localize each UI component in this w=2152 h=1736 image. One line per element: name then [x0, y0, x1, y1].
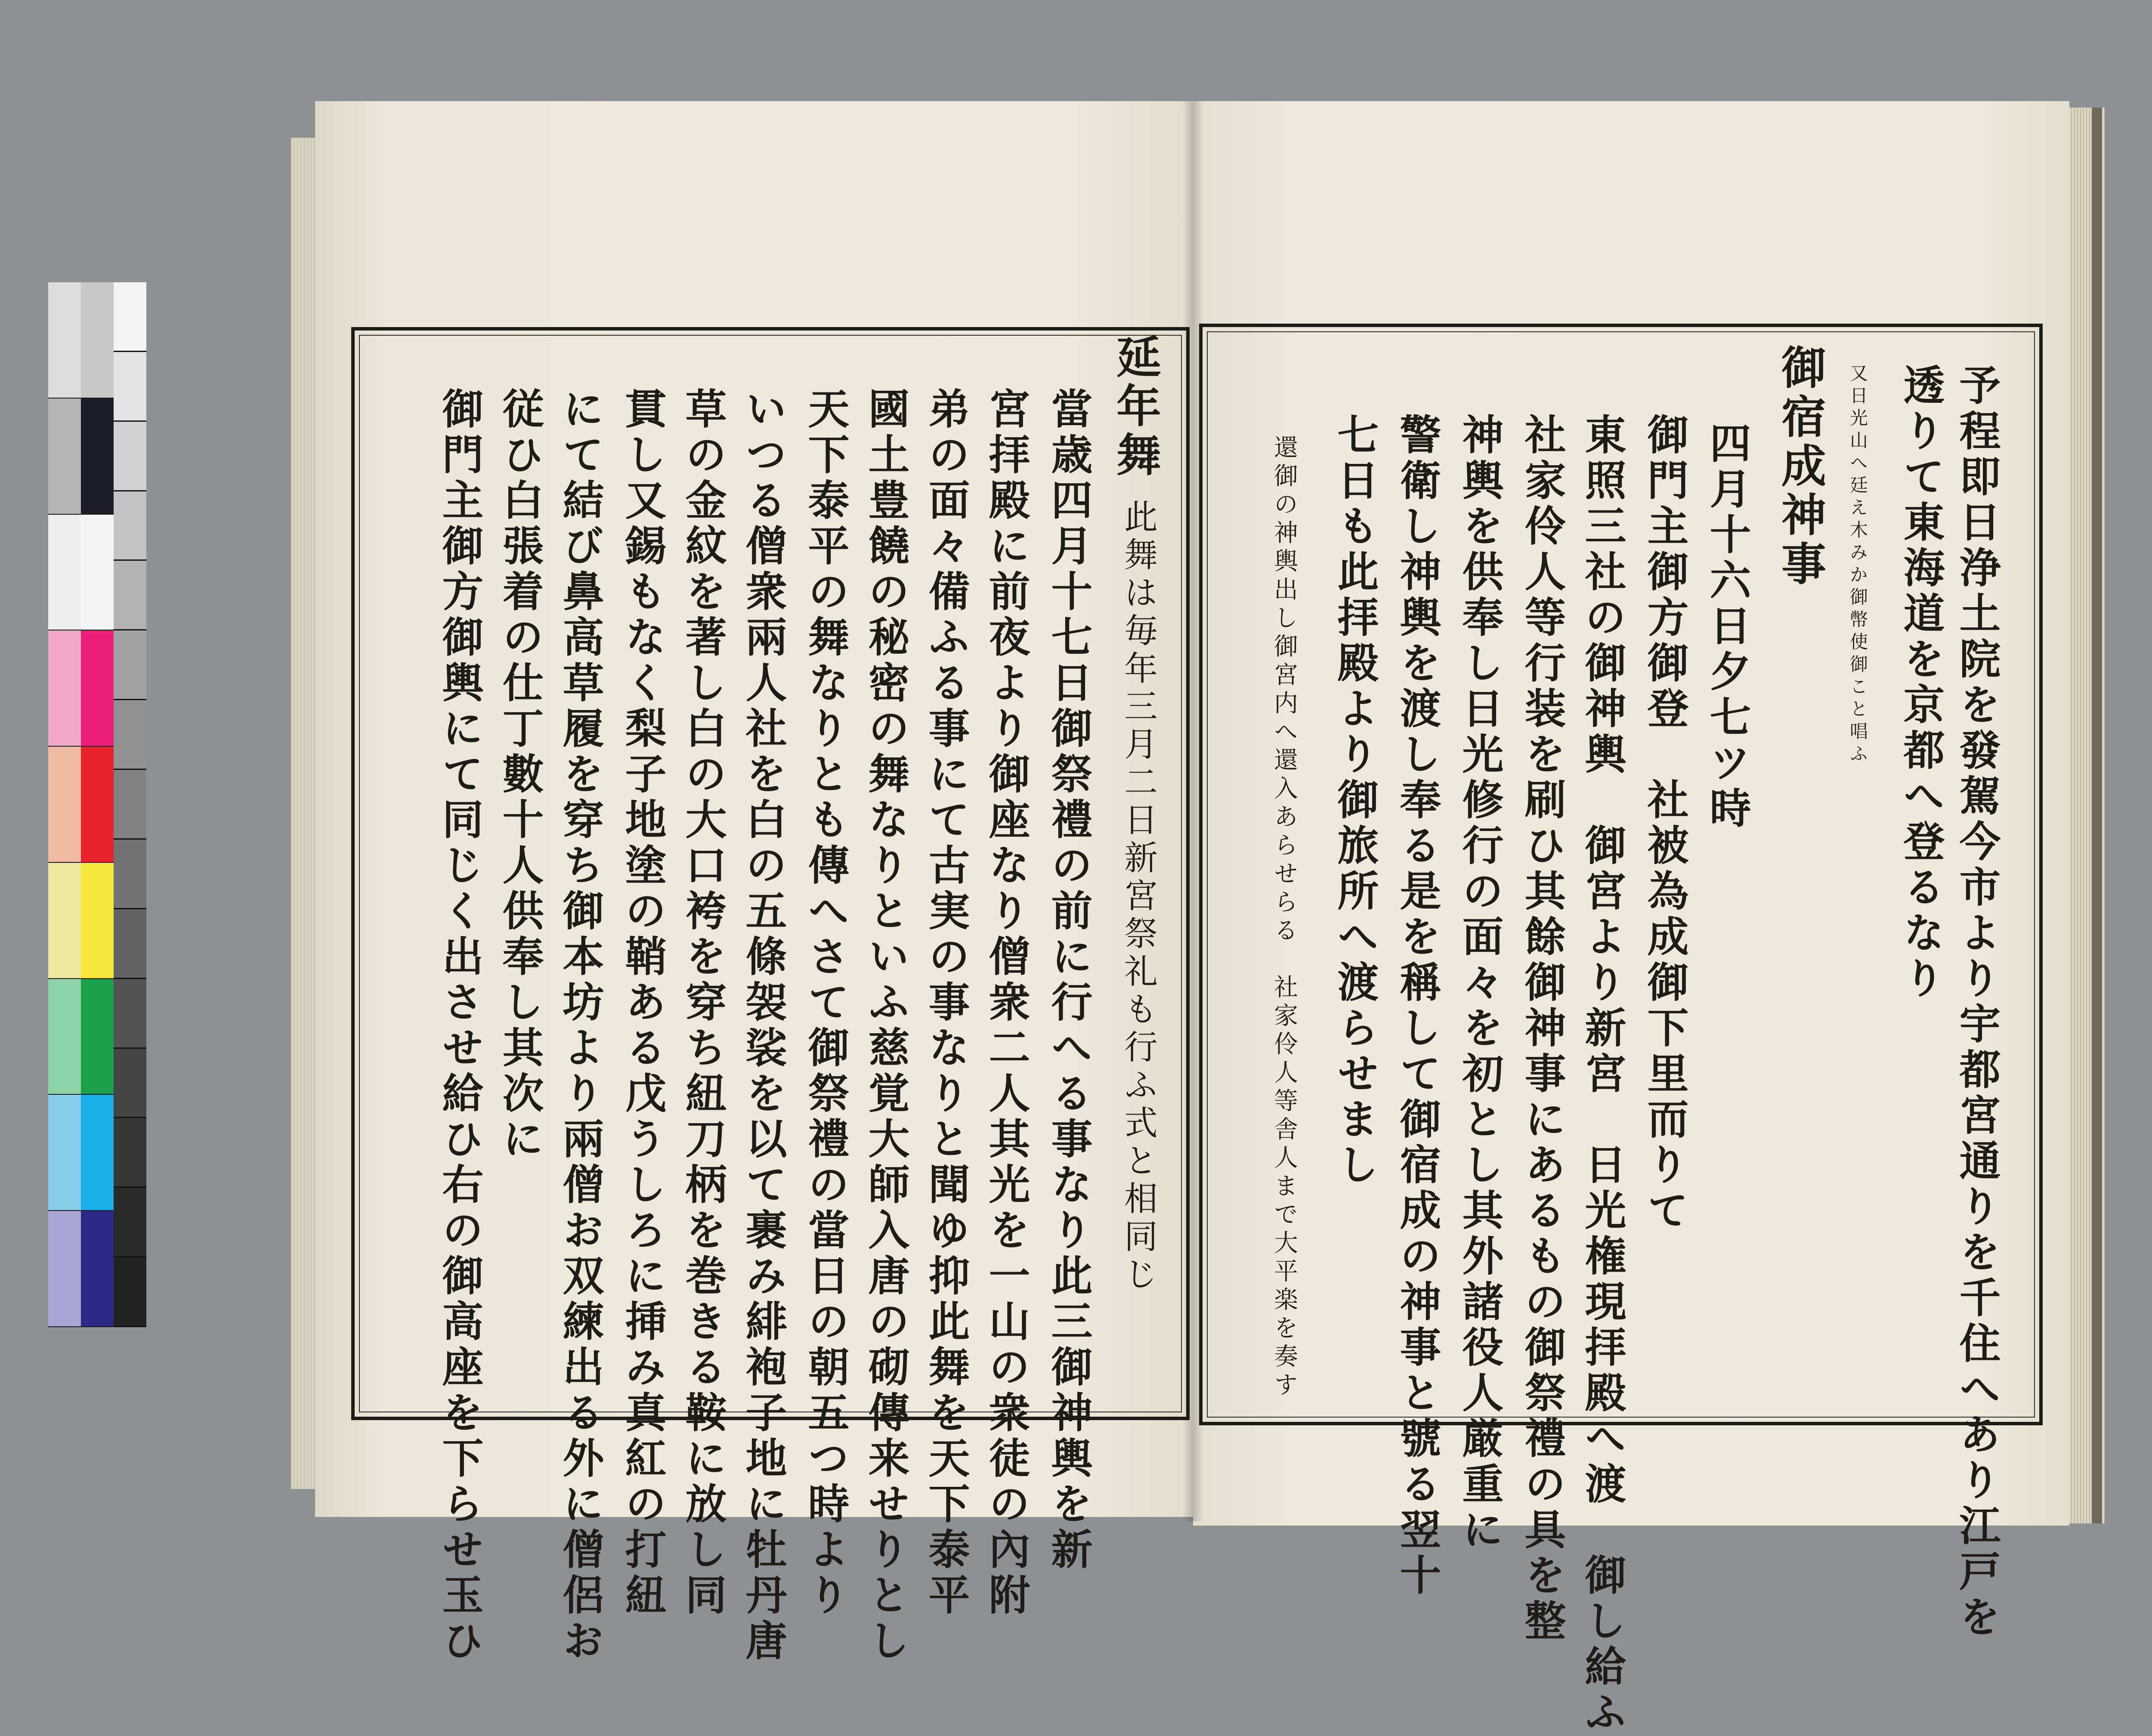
- colour-calibration-chart: [48, 282, 146, 1327]
- gray-step: [114, 909, 146, 978]
- text-column: 此舞は毎年三月二日新宮祭礼も行ふ式と相同じ: [1119, 499, 1157, 1294]
- gray-step: [114, 491, 146, 560]
- text-column: 東照三社の御神輿 御宮より新宮 日光権現拝殿へ渡 御し給ふ: [1578, 413, 1627, 1736]
- tint-patch: [48, 1211, 81, 1326]
- gray-step: [114, 1188, 146, 1256]
- text-column: 貫し又錫もなく梨子地塗の鞘ある戊うしろに挿み真紅の打紐: [618, 387, 667, 1619]
- colour-patch: [81, 1095, 114, 1210]
- gray-step: [114, 422, 146, 490]
- back-cover-edge: [2092, 108, 2102, 1523]
- gray-step: [114, 700, 146, 769]
- text-column: 又日光山へ廷え木みか御幣使御こと唱ふ: [1847, 364, 1868, 766]
- tint-patch: [48, 630, 81, 746]
- colour-patch: [81, 979, 114, 1094]
- text-column: にて結び鼻高草履を穿ち御本坊より兩僧お双練出る外に僧侶お: [556, 387, 605, 1665]
- gray-step: [114, 352, 146, 420]
- text-column: 御門主御方御輿にて同じく出させ給ひ右の御高座を下らせ玉ひ: [436, 387, 484, 1665]
- gray-step: [114, 282, 146, 351]
- colour-patch: [81, 747, 114, 862]
- text-column: 七日も此拝殿より御旅所へ渡らせまし: [1331, 413, 1379, 1189]
- colour-patch: [81, 282, 114, 398]
- tint-column: [48, 282, 81, 1327]
- gray-step: [114, 1049, 146, 1117]
- section-heading: 御宿成神事: [1774, 344, 1827, 590]
- text-column: 天下泰平の舞なりとも傳へさて御祭禮の當日の朝五つ時より: [801, 387, 850, 1619]
- gray-scale-column: [114, 282, 146, 1327]
- text-column: 従ひ白張着の仕丁數十人供奉し其次に: [496, 387, 544, 1163]
- gray-step: [114, 630, 146, 699]
- tint-patch: [48, 863, 81, 978]
- tint-patch: [48, 398, 81, 514]
- text-column: 當歳四月十七日御祭禮の前に行へる事なり此三御神輿を新: [1045, 387, 1093, 1573]
- colour-patch: [81, 1211, 114, 1326]
- colour-patch: [81, 630, 114, 746]
- section-heading: 延年舞: [1109, 334, 1162, 481]
- text-column: 弟の面々備ふる事にて古実の事なりと聞ゆ抑此舞を天下泰平: [922, 387, 971, 1619]
- text-column: 國土豊饒の秘密の舞なりといふ慈覚大師入唐の砌傳来せりとし: [862, 387, 910, 1665]
- colour-patch: [81, 863, 114, 978]
- tint-patch: [48, 282, 81, 398]
- text-column: 透りて東海道を京都へ登るなり: [1897, 364, 1945, 1002]
- text-column: 草の金紋を著し白の大口袴を穿ち紐刀柄を巻きる鞍に放し同: [679, 387, 727, 1619]
- colour-patch: [81, 398, 114, 514]
- text-column: 宮拝殿に前夜より御座なり僧衆二人其光を一山の衆徒の內附: [982, 387, 1031, 1619]
- gray-step: [114, 770, 146, 838]
- tint-patch: [48, 1095, 81, 1210]
- text-column: 御門主御方御登 社被為成御下里而りて: [1641, 413, 1689, 1234]
- tint-patch: [48, 747, 81, 862]
- tint-patch: [48, 979, 81, 1094]
- text-column: 四月十六日夕七ツ時: [1703, 422, 1752, 832]
- gray-step: [114, 840, 146, 908]
- colour-patch: [81, 515, 114, 630]
- text-column: 還御の神輿出し御宮内へ還入あらせらる 社家伶人等舎人まで大平楽を奏す: [1270, 435, 1298, 1400]
- gray-step: [114, 979, 146, 1047]
- text-column: 社家伶人等行装を刷ひ其餘御神事にあるもの御祭禮の具を整: [1518, 413, 1567, 1645]
- text-column: 予程即日浄土院を發駕今市より宇都宮通りを千住へあり江戸を: [1953, 364, 2001, 1641]
- text-column: 警衛し神輿を渡し奉る是を稱して御宿成の神事と號る翌十: [1393, 413, 1442, 1599]
- gray-step: [114, 561, 146, 629]
- gray-step: [114, 1118, 146, 1186]
- text-column: 神輿を供奉し日光修行の面々を初とし其外諸役人厳重に: [1456, 413, 1504, 1554]
- text-column: いつる僧衆兩人社を白の五條袈裟を以て裹み緋袍子地に牡丹唐: [739, 387, 788, 1665]
- patch-column: [81, 282, 114, 1327]
- tint-patch: [48, 515, 81, 630]
- gray-step: [114, 1257, 146, 1326]
